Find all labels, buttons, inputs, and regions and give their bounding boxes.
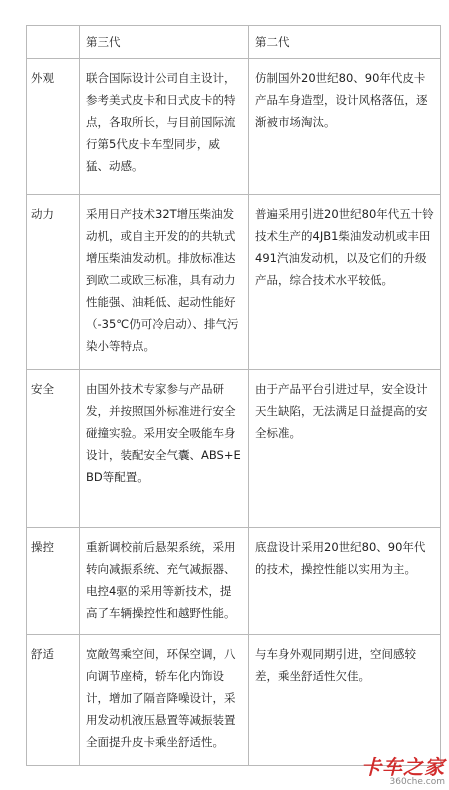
comparison-table <box>26 25 441 766</box>
cell-appearance-second: 仿制国外20世纪80、90年代皮卡产品车身造型，设计风格落伍，逐渐被市场淘汰。 <box>249 59 441 195</box>
row-comfort <box>27 635 441 766</box>
cell-handling-third: 重新调校前后悬架系统，采用转向减振系统、充气减振器、电控4驱的采用等新技术，提高了车辆操控性和越野性能。 <box>80 528 249 635</box>
row-label-power: 动力 <box>27 195 80 370</box>
watermark <box>361 757 445 787</box>
row-safety <box>27 370 441 528</box>
header-second-gen: 第二代 <box>249 26 441 59</box>
cell-handling-second: 底盘设计采用20世纪80、90年代的技术，操控性能以实用为主。 <box>249 528 441 635</box>
header-row <box>27 26 441 59</box>
cell-comfort-third: 宽敞驾乘空间，环保空调，八向调节座椅，轿车化内饰设计，增加了隔音降噪设计，采用发动机液压悬置等减振装置全面提升皮卡乘坐舒适性。 <box>80 635 249 766</box>
cell-power-third: 采用日产技术32T增压柴油发动机，或自主开发的的共轨式增压柴油发动机。排放标准达到欧二或欧三标准，具有动力性能强、油耗低、起动性能好（-35℃仍可冷启动）、排气污染小等特点。 <box>80 195 249 370</box>
row-appearance <box>27 59 441 195</box>
cell-power-second: 普遍采用引进20世纪80年代五十铃技术生产的4JB1柴油发动机或丰田491汽油发动机，以及它们的升级产品，综合技术水平较低。 <box>249 195 441 370</box>
row-label-handling: 操控 <box>27 528 80 635</box>
watermark-logo: 卡车之家 <box>361 755 445 779</box>
cell-safety-third: 由国外技术专家参与产品研发，并按照国外标准进行安全碰撞实验。采用安全吸能车身设计，装配安全气囊、ABS+EBD等配置。 <box>80 370 249 528</box>
header-corner-cell <box>27 26 80 59</box>
cell-comfort-second: 与车身外观同期引进，空间感较差，乘坐舒适性欠佳。 <box>249 635 441 766</box>
row-power <box>27 195 441 370</box>
cell-appearance-third: 联合国际设计公司自主设计，参考美式皮卡和日式皮卡的特点，各取所长，与目前国际流行第5代皮卡车型同步，威猛、动感。 <box>80 59 249 195</box>
row-label-comfort: 舒适 <box>27 635 80 766</box>
header-third-gen: 第三代 <box>80 26 249 59</box>
cell-safety-second: 由于产品平台引进过早，安全设计天生缺陷，无法满足日益提高的安全标准。 <box>249 370 441 528</box>
watermark-url: 360che.com <box>389 777 445 787</box>
row-handling <box>27 528 441 635</box>
row-label-safety: 安全 <box>27 370 80 528</box>
row-label-appearance: 外观 <box>27 59 80 195</box>
